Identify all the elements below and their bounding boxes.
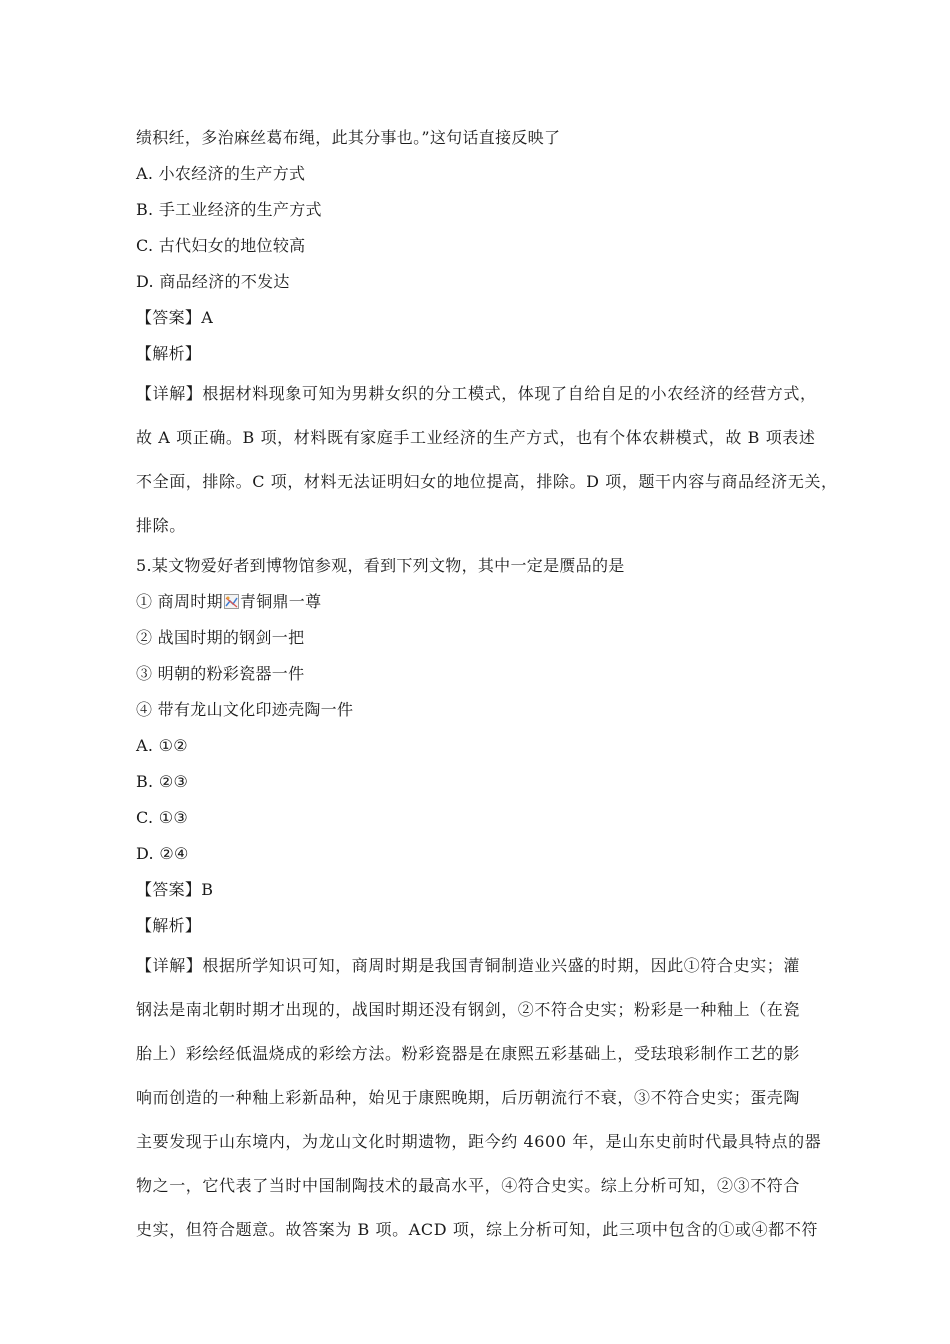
- q5-item-2: ② 战国时期的钢剑一把: [136, 628, 305, 647]
- q5-detail-line: 物之一，它代表了当时中国制陶技术的最高水平，④符合史实。综上分析可知，②③不符合: [136, 1176, 801, 1195]
- q4-detail-line: 不全面，排除。C 项，材料无法证明妇女的地位提高，排除。D 项，题干内容与商品经济无关，: [136, 472, 838, 491]
- q5-detail-line: 响而创造的一种釉上彩新品种，始见于康熙晚期，后历朝流行不衰，③不符合史实；蛋壳陶: [136, 1088, 801, 1107]
- q5-answer: 【答案】B: [136, 880, 214, 899]
- q4-detail-line: 故 A 项正确。B 项，材料既有家庭手工业经济的生产方式，也有个体农耕模式，故 B 项表述: [136, 428, 816, 447]
- q5-detail-line: 史实，但符合题意。故答案为 B 项。ACD 项，综上分析可知，此三项中包含的①或④都不符: [136, 1220, 819, 1239]
- q4-detail-line: 排除。: [136, 516, 186, 535]
- q5-detail-line: 钢法是南北朝时期才出现的，战国时期还没有钢剑，②不符合史实；粉彩是一种釉上（在瓷: [136, 1000, 801, 1019]
- q4-stem-tail: 绩积纴，多治麻丝葛布绳，此其分事也。”这句话直接反映了: [136, 128, 561, 147]
- q5-detail-line: 【详解】根据所学知识可知，商周时期是我国青铜制造业兴盛的时期，因此①符合史实；灌: [136, 956, 801, 975]
- q5-item-3: ③ 明朝的粉彩瓷器一件: [136, 664, 305, 683]
- q5-detail: [136, 944, 836, 1252]
- q5-option-d: D. ②④: [136, 844, 189, 863]
- q4-option-c: C. 古代妇女的地位较高: [136, 236, 306, 255]
- q5-option-a: A. ①②: [136, 736, 188, 755]
- document-page: [136, 120, 836, 1252]
- q4-detail: [136, 372, 836, 548]
- q5-analysis-heading: 【解析】: [136, 916, 202, 935]
- q4-analysis-heading: 【解析】: [136, 344, 202, 363]
- q4-option-d: D. 商品经济的不发达: [136, 272, 290, 291]
- q5-detail-line: 主要发现于山东境内，为龙山文化时期遗物，距今约 4600 年，是山东史前时代最具特点的器: [136, 1132, 822, 1151]
- q4-option-a: A. 小农经济的生产方式: [136, 164, 306, 183]
- q4-answer: 【答案】A: [136, 308, 214, 327]
- broken-image-icon: [224, 586, 239, 601]
- q5-stem: 5.某文物爱好者到博物馆参观，看到下列文物，其中一定是赝品的是: [136, 556, 625, 575]
- q5-option-b: B. ②③: [136, 772, 189, 791]
- q4-detail-line: 【详解】根据材料现象可知为男耕女织的分工模式，体现了自给自足的小农经济的经营方式，: [136, 384, 817, 403]
- q5-item-1-before: ① 商周时期: [136, 592, 223, 611]
- q4-option-b: B. 手工业经济的生产方式: [136, 200, 322, 219]
- q5-item-1: [136, 584, 836, 620]
- q5-option-c: C. ①③: [136, 808, 189, 827]
- q5-item-4: ④ 带有龙山文化印迹壳陶一件: [136, 700, 354, 719]
- q5-item-1-after: 青铜鼎一尊: [239, 592, 322, 611]
- q5-detail-line: 胎上）彩绘经低温烧成的彩绘方法。粉彩瓷器是在康熙五彩基础上，受珐琅彩制作工艺的影: [136, 1044, 801, 1063]
